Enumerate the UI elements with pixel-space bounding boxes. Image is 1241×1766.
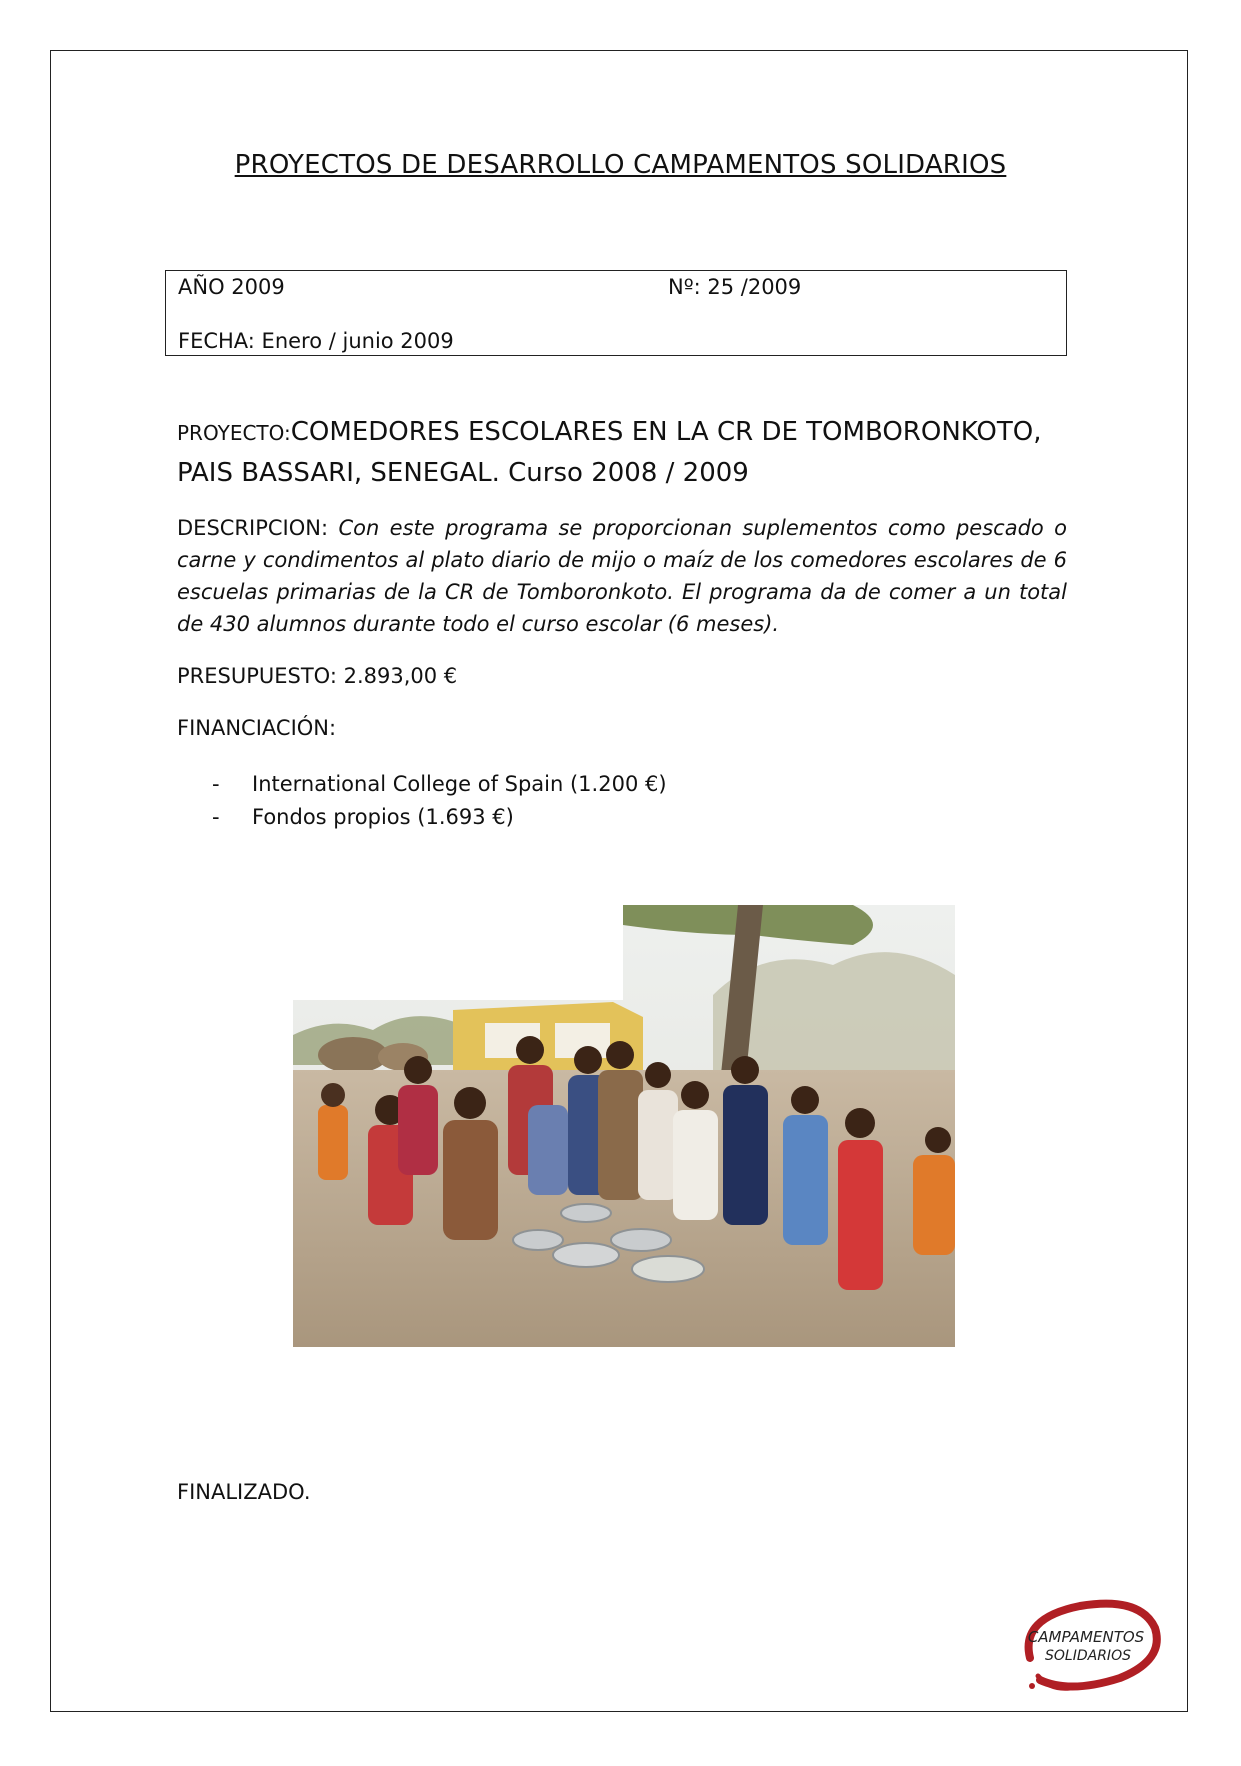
campamentos-solidarios-logo — [1010, 1598, 1162, 1694]
logo-line1: CAMPAMENTOS — [1027, 1628, 1145, 1646]
list-item — [212, 801, 667, 834]
bullet-dash: - — [212, 805, 220, 829]
project-number: Nº: 25 /2009 — [668, 275, 802, 299]
year-field: AÑO 2009 — [178, 275, 285, 299]
project-heading — [177, 412, 1077, 493]
bullet-dash: - — [212, 772, 220, 796]
description-paragraph — [177, 512, 1067, 640]
date-field: FECHA: Enero / junio 2009 — [178, 329, 454, 353]
project-info-box — [165, 270, 1067, 356]
funding-label: FINANCIACIÓN: — [177, 716, 337, 740]
description-label: DESCRIPCION: — [177, 516, 329, 540]
funding-item-label: International College of Spain (1.200 €) — [252, 772, 667, 796]
description-text: Con este programa se proporcionan suplementos como pescado o carne y condimentos al plato diario de mijo o maíz de los comedores escolares de 6 escuelas primarias de la CR de Tomboronkoto. El programa da de comer a un total de 430 alumnos durante todo el curso escolar (6 meses). — [177, 516, 1067, 636]
funding-item-label: Fondos propios (1.693 €) — [252, 805, 514, 829]
list-item — [212, 768, 667, 801]
logo-line2: SOLIDARIOS — [1045, 1648, 1131, 1664]
children-group-photo — [293, 905, 955, 1347]
project-name: COMEDORES ESCOLARES EN LA CR DE TOMBORONKOTO, PAIS BASSARI, SENEGAL. Curso 2008 / 2009 — [177, 417, 1042, 488]
project-label: PROYECTO: — [177, 421, 291, 445]
budget-line: PRESUPUESTO: 2.893,00 € — [177, 664, 458, 688]
page-title: PROYECTOS DE DESARROLLO CAMPAMENTOS SOLIDARIOS — [234, 150, 1007, 180]
status-text: FINALIZADO. — [177, 1480, 311, 1504]
funding-list — [212, 768, 667, 834]
